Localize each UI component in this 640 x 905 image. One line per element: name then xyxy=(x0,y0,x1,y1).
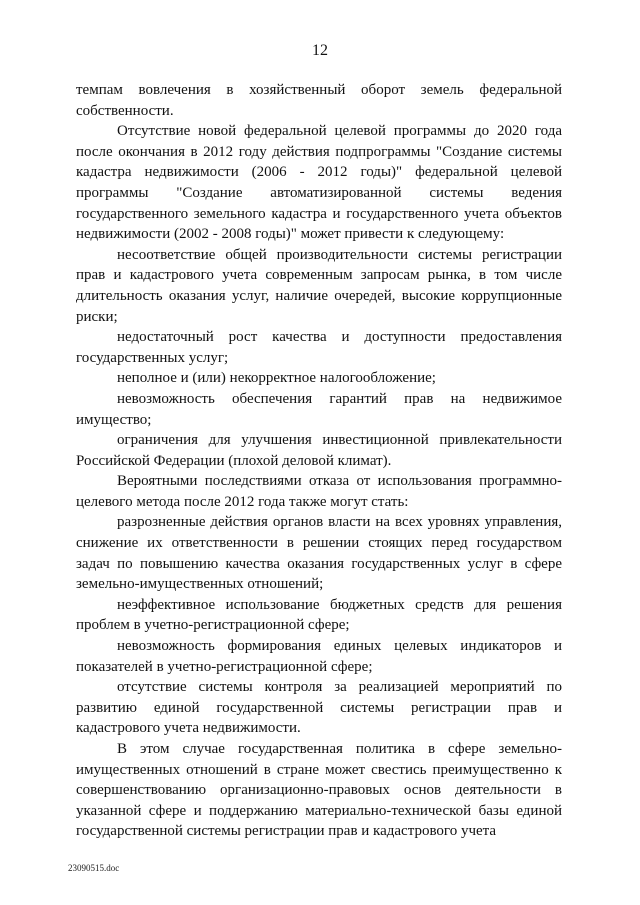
body-text xyxy=(76,80,562,842)
list-item: недостаточный рост качества и доступности предоставления государственных услуг; xyxy=(76,329,562,366)
page-number: 12 xyxy=(312,42,328,59)
list-item: несоответствие общей производительности системы регистрации прав и кадастрового учета современным запросам рынка, в том числе длительность оказания услуг, наличие очередей, высокие коррупционные риски; xyxy=(76,246,562,325)
footer-filename: 23090515.doc xyxy=(68,863,120,873)
list-item: невозможность обеспечения гарантий прав на недвижимое имущество; xyxy=(76,390,562,428)
list-item: невозможность формирования единых целевых индикаторов и показателей в учетно-регистрационной сфере; xyxy=(76,638,562,675)
list-item: отсутствие системы контроля за реализацией мероприятий по развитию единой государственной системы регистрации прав и кадастрового учета недвижимости. xyxy=(76,679,562,737)
list-item: разрозненные действия органов власти на всех уровнях управления, снижение их ответственности в решении стоящих перед государством задач по повышению качества оказания государственных услуг в сфере земельно-имущественных отношений; xyxy=(76,514,562,593)
list-item: неполное и (или) некорректное налогообложение; xyxy=(117,370,436,387)
paragraph: темпам вовлечения в хозяйственный оборот земель федеральной собственности. xyxy=(76,82,562,119)
paragraph: Отсутствие новой федеральной целевой программы до 2020 года после окончания в 2012 году действия подпрограммы "Создание системы кадастра недвижимости (2006 - 2012 годы)" федеральной целевой программы "Создание автоматизированной системы ведения государственного земельного кадастра и государственного учета объектов недвижимости (2002 - 2008 годы)" может привести к следующему: xyxy=(76,123,562,243)
paragraph: Вероятными последствиями отказа от использования программно-целевого метода после 2012 года также могут стать: xyxy=(76,473,562,510)
list-item: неэффективное использование бюджетных средств для решения проблем в учетно-регистрационной сфере; xyxy=(76,596,562,634)
list-item: ограничения для улучшения инвестиционной привлекательности Российской Федерации (плохой деловой климат). xyxy=(76,432,562,469)
paragraph: В этом случае государственная политика в сфере земельно-имущественных отношений в стране может свестись преимущественно к совершенствованию организационно-правовых основ деятельности в указанной сфере и поддержанию материально-технической базы единой государственной системы регистрации прав и кадастрового учета xyxy=(76,741,562,840)
